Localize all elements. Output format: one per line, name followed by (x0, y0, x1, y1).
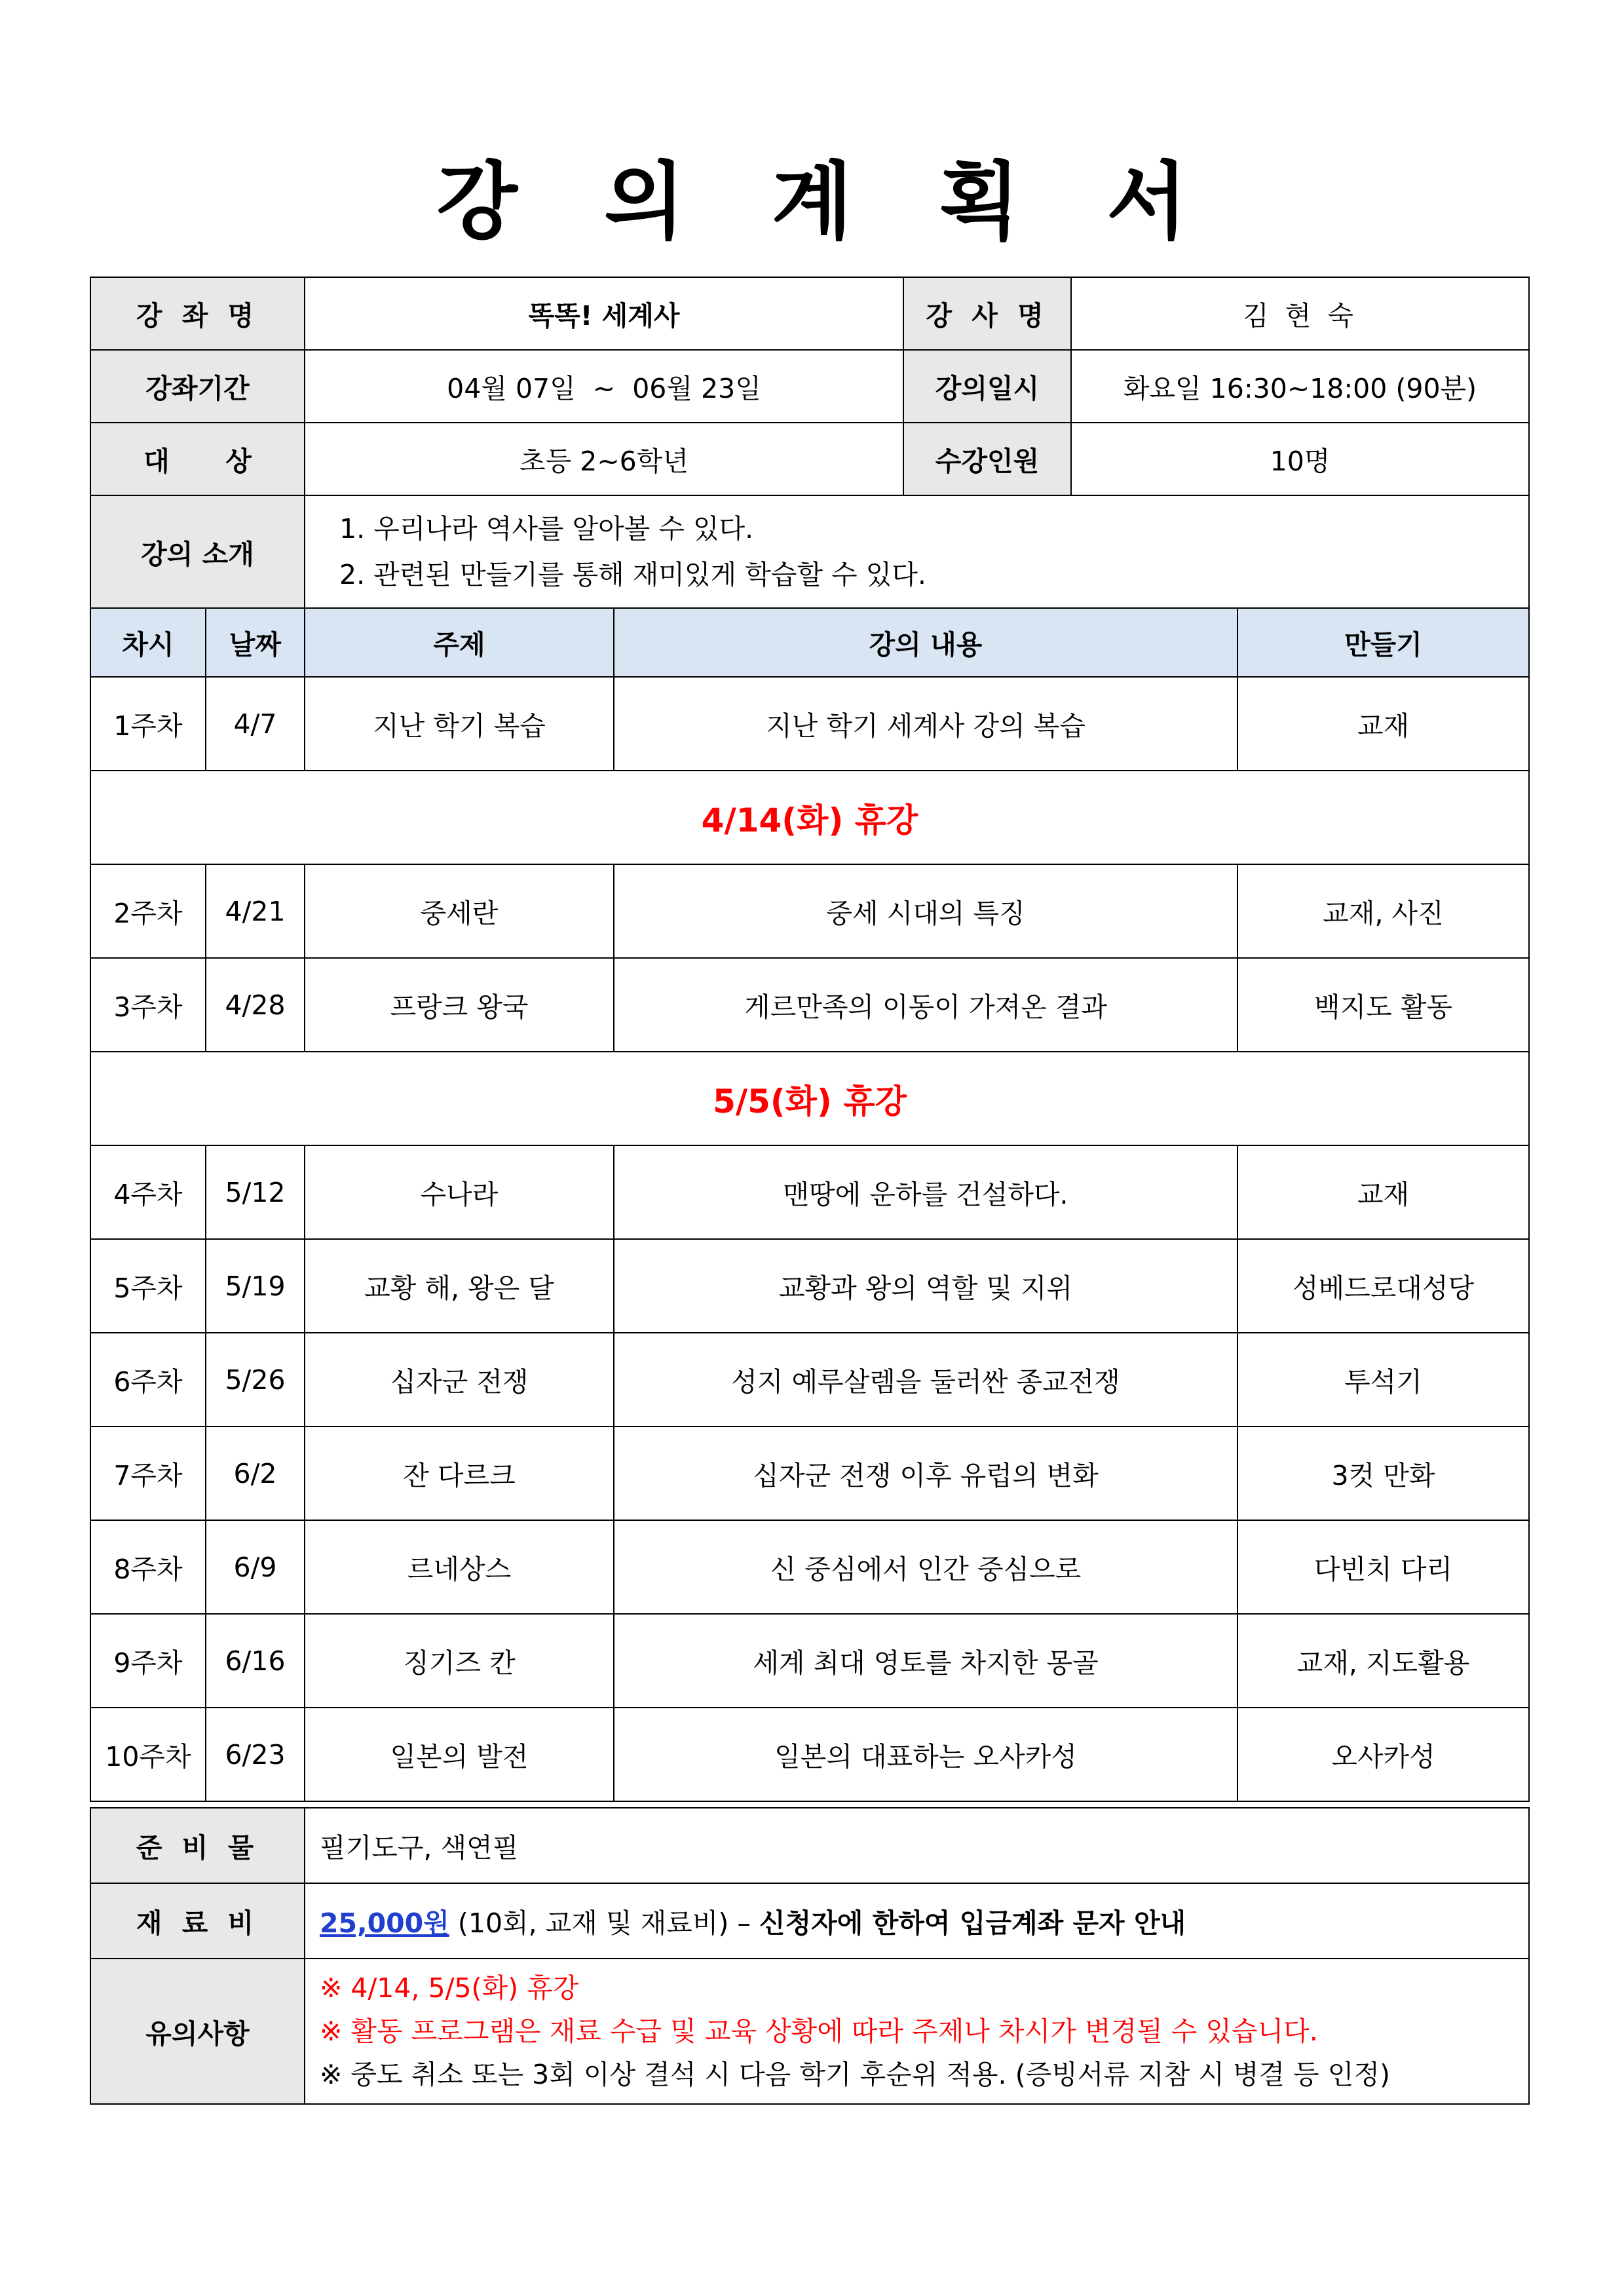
row-craft: 3컷 만화 (1237, 1426, 1529, 1520)
table-row (90, 1333, 1529, 1426)
row-content: 성지 예루살렘을 둘러싼 종교전쟁 (614, 1333, 1237, 1426)
holiday-notice: 4/14(화) 휴강 (90, 771, 1529, 864)
instructor: 김 현 숙 (1071, 277, 1529, 350)
row-date: 4/7 (206, 677, 305, 771)
table-row (90, 677, 1529, 771)
row-content: 일본의 대표하는 오사카성 (614, 1708, 1237, 1801)
row-content: 십자군 전쟁 이후 유럽의 변화 (614, 1426, 1237, 1520)
fee-row (305, 1883, 1529, 1959)
title-char: 의 (604, 153, 685, 251)
table-row (90, 958, 1529, 1052)
table-row (90, 1426, 1529, 1520)
row-session: 10주차 (90, 1708, 206, 1801)
row-topic: 잔 다르크 (305, 1426, 614, 1520)
holiday-row (90, 771, 1529, 864)
row-session: 1주차 (90, 677, 206, 771)
row-topic: 르네상스 (305, 1520, 614, 1614)
row-craft: 오사카성 (1237, 1708, 1529, 1801)
row-craft: 교재, 사진 (1237, 864, 1529, 958)
row-content: 중세 시대의 특징 (614, 864, 1237, 958)
intro-content (305, 495, 1529, 608)
row-session: 3주차 (90, 958, 206, 1052)
table-row (90, 864, 1529, 958)
row-date: 5/19 (206, 1239, 305, 1333)
row-topic: 징기즈 칸 (305, 1614, 614, 1708)
note-cancel: ※ 중도 취소 또는 3회 이상 결석 시 다음 학기 후순위 적용. (증빙서류 지참 시 병결 등 인정) (320, 2059, 1391, 2090)
table-row (90, 1145, 1529, 1239)
supplies-label: 준 비 물 (90, 1808, 305, 1883)
title-char: 강 (436, 153, 518, 251)
row-craft: 다빈치 다리 (1237, 1520, 1529, 1614)
title-char: 획 (939, 153, 1020, 251)
header-session: 차시 (90, 608, 206, 677)
instructor-label: 강 사 명 (903, 277, 1071, 350)
table-row (90, 1708, 1529, 1801)
row-content: 지난 학기 세계사 강의 복습 (614, 677, 1237, 771)
note-change: ※ 활동 프로그램은 재료 수급 및 교육 상황에 따라 주제나 차시가 변경될 수 있습니다. (320, 2016, 1318, 2047)
header-craft: 만들기 (1237, 608, 1529, 677)
row-session: 4주차 (90, 1145, 206, 1239)
intro-line: 1. 우리나라 역사를 알아볼 수 있다. (339, 513, 754, 545)
capacity: 10명 (1071, 423, 1529, 495)
course-name: 똑똑! 세계사 (305, 277, 903, 350)
note-holiday: ※ 4/14, 5/5(화) 휴강 (320, 1972, 579, 2004)
schedule-table (90, 607, 1530, 1802)
row-session: 8주차 (90, 1520, 206, 1614)
row-date: 6/9 (206, 1520, 305, 1614)
fee-label: 재 료 비 (90, 1883, 305, 1959)
row-craft: 백지도 활동 (1237, 958, 1529, 1052)
row-date: 5/12 (206, 1145, 305, 1239)
row-date: 6/23 (206, 1708, 305, 1801)
period: 04월 07일 ~ 06월 23일 (305, 350, 903, 423)
notes-label: 유의사항 (90, 1959, 305, 2104)
page-title (0, 134, 1624, 255)
row-topic: 프랑크 왕국 (305, 958, 614, 1052)
course-name-label: 강 좌 명 (90, 277, 305, 350)
row-craft: 교재 (1237, 1145, 1529, 1239)
intro-line: 2. 관련된 만들기를 통해 재미있게 학습할 수 있다. (339, 559, 926, 590)
intro-label: 강의 소개 (90, 495, 305, 608)
row-craft: 투석기 (1237, 1333, 1529, 1426)
row-date: 6/2 (206, 1426, 305, 1520)
course-info-table (90, 277, 1530, 609)
table-row (90, 1239, 1529, 1333)
supplies: 필기도구, 색연필 (305, 1808, 1529, 1883)
row-topic: 지난 학기 복습 (305, 677, 614, 771)
row-session: 6주차 (90, 1333, 206, 1426)
row-topic: 일본의 발전 (305, 1708, 614, 1801)
row-date: 6/16 (206, 1614, 305, 1708)
title-char: 서 (1106, 153, 1188, 251)
row-date: 5/26 (206, 1333, 305, 1426)
capacity-label: 수강인원 (903, 423, 1071, 495)
holiday-notice: 5/5(화) 휴강 (90, 1052, 1529, 1145)
fee-detail: (10회, 교재 및 재료비) – (449, 1907, 759, 1939)
row-date: 4/28 (206, 958, 305, 1052)
footer-table (90, 1807, 1530, 2105)
fee-note: 신청자에 한하여 입금계좌 문자 안내 (759, 1907, 1186, 1939)
schedule: 화요일 16:30~18:00 (90분) (1071, 350, 1529, 423)
header-content: 강의 내용 (614, 608, 1237, 677)
row-craft: 성베드로대성당 (1237, 1239, 1529, 1333)
row-content: 신 중심에서 인간 중심으로 (614, 1520, 1237, 1614)
target: 초등 2~6학년 (305, 423, 903, 495)
schedule-header-row (90, 608, 1529, 677)
row-topic: 교황 해, 왕은 달 (305, 1239, 614, 1333)
table-row (90, 1614, 1529, 1708)
row-craft: 교재, 지도활용 (1237, 1614, 1529, 1708)
schedule-label: 강의일시 (903, 350, 1071, 423)
row-craft: 교재 (1237, 677, 1529, 771)
row-session: 7주차 (90, 1426, 206, 1520)
table-row (90, 1520, 1529, 1614)
row-content: 교황과 왕의 역할 및 지위 (614, 1239, 1237, 1333)
row-date: 4/21 (206, 864, 305, 958)
notes (305, 1959, 1529, 2104)
row-session: 5주차 (90, 1239, 206, 1333)
row-session: 9주차 (90, 1614, 206, 1708)
target-label: 대 상 (90, 423, 305, 495)
row-topic: 십자군 전쟁 (305, 1333, 614, 1426)
row-session: 2주차 (90, 864, 206, 958)
title-char: 계 (771, 153, 853, 251)
row-topic: 중세란 (305, 864, 614, 958)
header-date: 날짜 (206, 608, 305, 677)
holiday-row (90, 1052, 1529, 1145)
header-topic: 주제 (305, 608, 614, 677)
row-content: 게르만족의 이동이 가져온 결과 (614, 958, 1237, 1052)
fee-amount: 25,000원 (320, 1907, 449, 1939)
row-content: 세계 최대 영토를 차지한 몽골 (614, 1614, 1237, 1708)
period-label: 강좌기간 (90, 350, 305, 423)
row-content: 맨땅에 운하를 건설하다. (614, 1145, 1237, 1239)
row-topic: 수나라 (305, 1145, 614, 1239)
